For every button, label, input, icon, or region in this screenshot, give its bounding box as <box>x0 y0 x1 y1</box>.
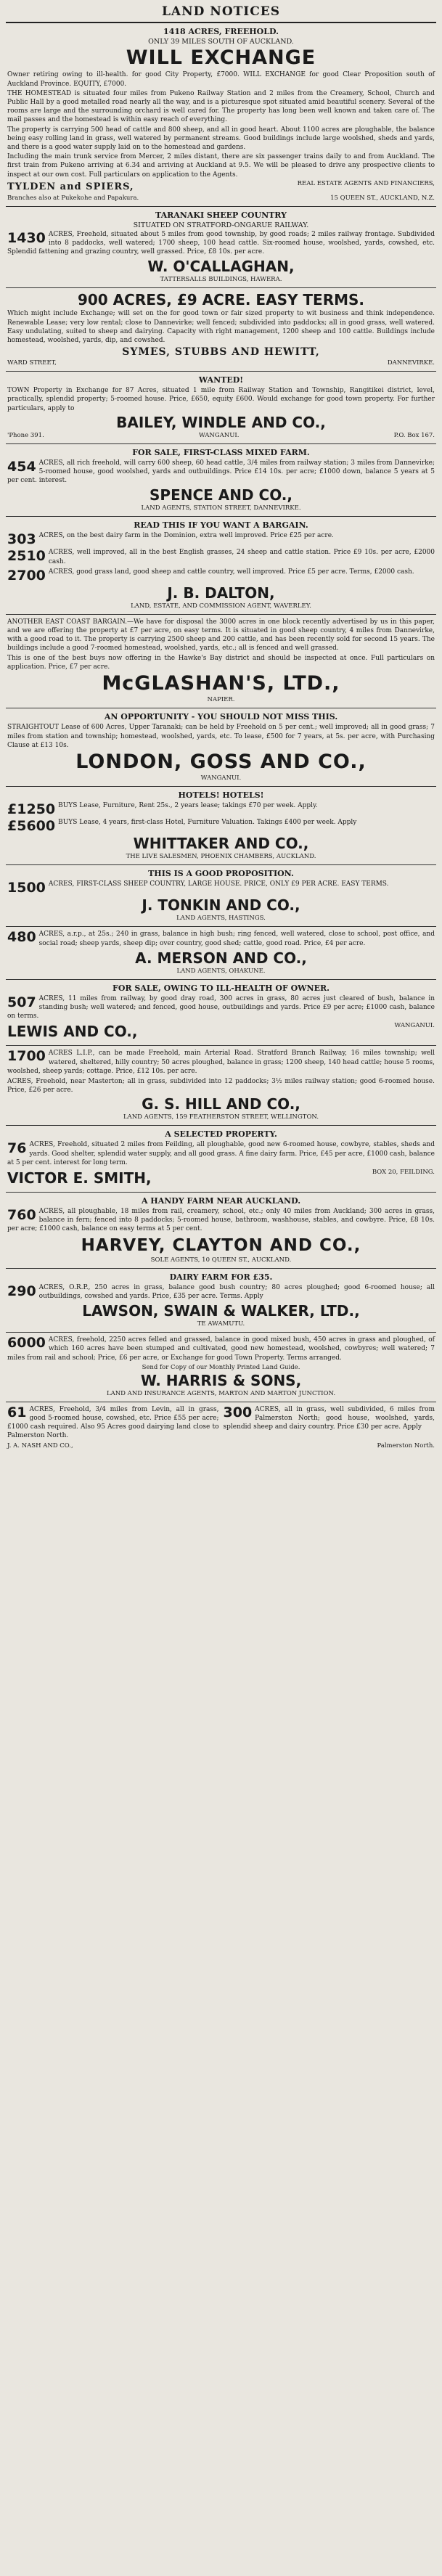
ad-body: ACRES, all in grass, well subdivided, 6 miles from Palmerston North; good house, woolshed, yards, splendid sheep and dairy country. Price £30 per acre. Apply <box>223 1405 435 1431</box>
ad-body: ACRES, on the best dairy farm in the Dominion, extra well improved. Price £25 per acre. <box>38 532 334 540</box>
acreage-lead: 303 <box>7 531 36 548</box>
branches-note: Branches also at Pukekohe and Papakura. <box>7 194 139 202</box>
listing-column <box>7 1404 219 1442</box>
advertisement <box>6 787 436 865</box>
price-lead: £1250 <box>7 801 56 818</box>
address: 15 QUEEN ST., AUCKLAND, N.Z. <box>330 194 435 202</box>
agent-address <box>7 432 435 439</box>
advertisement <box>6 1333 436 1402</box>
ad-body: BUYS Lease, 4 years, first-class Hotel, Furniture Valuation. Takings £400 per week. Apply <box>58 819 357 827</box>
ad-body: Including the main trunk service from Mercer, 2 miles distant, there are six passenger trains daily to and from Auckland. The first train from Pukeno arriving at 6.34 and arriving at Auckland at 9.5. We will be pleased to drive any prospective clients to inspect at our own cost. Full particulars on application to the Agents. <box>7 153 435 179</box>
ad-subheading: SITUATED ON STRATFORD-ONGARUE RAILWAY. <box>133 221 309 229</box>
agent-name: J. B. DALTON, <box>167 584 275 602</box>
acreage-lead: 6000 <box>7 1335 46 1352</box>
advertisement <box>6 23 436 207</box>
ad-heading: WANTED! <box>198 375 244 385</box>
agent-name: SPENCE AND CO., <box>150 486 292 504</box>
ad-body: ACRES, good grass land, good sheep and cattle country, well improved. Price £5 per acre. Terms, £2000 cash. <box>48 568 414 576</box>
agent-address <box>7 195 435 202</box>
acreage-lead: 300 <box>223 1404 253 1420</box>
ad-heading: A SELECTED PROPERTY. <box>165 1129 277 1140</box>
ad-body: ACRES, 11 miles from railway, by good dray road, 300 acres in grass, 80 acres just cleared of bush, balance in standing bush; well watered; and fenced, good house, outbuildings and yards. Price £9 per acre; £1000 cash, balance on terms. <box>7 994 435 1021</box>
advertisement <box>6 980 436 1047</box>
po-box: P.O. Box 167. <box>393 431 435 439</box>
agent-name: SYMES, STUBBS AND HEWITT, <box>122 346 320 359</box>
listing-line <box>7 818 435 834</box>
listing-column <box>224 1404 435 1442</box>
ad-heading: THIS IS A GOOD PROPOSITION. <box>148 869 294 879</box>
ad-body: ACRES, all rich freehold, will carry 600 sheep, 60 head cattle, 3/4 miles from railway station; 3 miles from Dannevirke; 5-roomed house, good woolshed, yards and outbuildings. Price £14 10s. per acre; £1000 down, balance 5 years at 5 per cent. interest. <box>7 459 435 485</box>
agent-line <box>7 1169 435 1187</box>
ad-body: The property is carrying 500 head of cattle and 800 sheep, and all in good heart. About 1100 acres are ploughable, the balance being easy rolling land in grass, well watered by permanent streams. Good buildings include large woolshed, sheds and yards, and there is a good water supply laid on to the homestead and gardens. <box>7 126 435 151</box>
ad-body: ACRES, O.R.P., 250 acres in grass, balance good bush country; 80 acres ploughed; good 6-roomed house; all outbuildings, cowshed and yards. Price, £35 per acre. Terms. Apply <box>38 1283 435 1300</box>
ad-heading: 1418 ACRES, FREEHOLD. <box>163 27 279 36</box>
ad-heading: FOR SALE, OWING TO ILL-HEALTH OF OWNER. <box>112 983 330 993</box>
town: WANGANUI. <box>198 431 240 439</box>
agent-name: J. A. NASH AND CO., <box>7 1442 73 1449</box>
agent-address: LAND AGENTS, 159 FEATHERSTON STREET, WELLINGTON. <box>123 1113 319 1121</box>
agent-address: WANGANUI. <box>200 774 242 782</box>
listing-line <box>7 531 435 547</box>
ad-body: Which might include Exchange; will set on the for good town or fair sized property to wit business and think independence. Renewable Lease; very low rental; close to Dannevirke; well fenced; subdivided into paddocks; all in good grass, well watered. Easy undulating, suited to sheep and dairying. Capacity with right management, 1200 sheep and 100 cattle. Buildings include homestead, woolshed, yards, dip, and cowshed. <box>7 310 435 344</box>
acreage-lead: 2700 <box>7 567 46 584</box>
ad-display-line: 900 ACRES, £9 ACRE. EASY TERMS. <box>77 291 365 309</box>
ad-body: BUYS Lease, Furniture, Rent 25s., 2 years lease; takings £70 per week. Apply. <box>58 802 318 810</box>
agent-title: REAL ESTATE AGENTS AND FINANCIERS, <box>297 179 435 187</box>
agent-address <box>7 359 435 367</box>
advertisement <box>6 517 436 614</box>
agent-line <box>7 1022 435 1041</box>
guide-note: Send for Copy of our Monthly Printed Land Guide. <box>142 1363 300 1371</box>
agent-address: LAND AND INSURANCE AGENTS, MARTON AND MARTON JUNCTION. <box>106 1389 336 1397</box>
agent-name: A. MERSON AND CO., <box>135 949 307 967</box>
agent-address: LAND AGENTS, HASTINGS. <box>176 915 266 923</box>
agent-line <box>7 1442 435 1449</box>
acreage-lead: 1430 <box>7 229 46 246</box>
acreage-lead: 61 <box>7 1404 27 1420</box>
phone: 'Phone 391. <box>7 431 44 439</box>
listing-line <box>7 548 435 566</box>
price-lead: £5600 <box>7 818 56 835</box>
advertisement <box>6 708 436 787</box>
newspaper-page <box>6 0 436 1454</box>
agent-name: LONDON, GOSS AND CO., <box>75 751 367 773</box>
ad-heading: DAIRY FARM FOR £35. <box>169 1272 273 1282</box>
advertisement <box>6 1126 436 1193</box>
acreage-lead: 760 <box>7 1206 36 1223</box>
acreage-lead: 480 <box>7 929 36 946</box>
ad-body: ACRES, Freehold, near Masterton; all in grass, subdivided into 12 paddocks; 3½ miles railway station; good 6-roomed house. Price, £26 per acre. <box>7 1077 435 1095</box>
advertisement <box>6 444 436 518</box>
advertisement <box>6 288 436 372</box>
advertisement <box>6 372 436 444</box>
ad-heading: TARANAKI SHEEP COUNTRY <box>155 210 287 220</box>
agent-name: WHITTAKER AND CO., <box>133 835 309 853</box>
ad-subheading: ONLY 39 MILES SOUTH OF AUCKLAND. <box>148 38 294 46</box>
agent-name: LAWSON, SWAIN & WALKER, LTD., <box>82 1302 360 1320</box>
agent-address: TE AWAMUTU. <box>197 1320 245 1328</box>
ad-heading: FOR SALE, FIRST-CLASS MIXED FARM. <box>132 447 310 457</box>
agent-address: LAND AGENTS, STATION STREET, DANNEVIRKE. <box>141 504 301 512</box>
agent-address: LAND AGENTS, OHAKUNE. <box>176 967 266 975</box>
section-title: LAND NOTICES <box>6 3 436 23</box>
advertisement <box>6 927 436 979</box>
acreage-lead: 290 <box>7 1283 36 1299</box>
advertisement <box>6 1046 436 1126</box>
ad-body: ACRES, a.r.p., at 25s.; 240 in grass, balance in high bush; ring fenced, well watered, close to school, post office, and social road; sheep yards, sheep dip; over country, good shed; cattle, good road. Price, £4 per acre. <box>38 931 435 947</box>
agent-address: THE LIVE SALESMEN, PHOENIX CHAMBERS, AUCKLAND. <box>126 853 316 861</box>
agent-name: BAILEY, WINDLE AND CO., <box>116 413 326 431</box>
ad-body: ACRES, FIRST-CLASS SHEEP COUNTRY, LARGE HOUSE. PRICE, ONLY £9 PER ACRE. EASY TERMS. <box>48 880 389 888</box>
acreage-lead: 1500 <box>7 880 46 896</box>
ad-body: ACRES, all ploughable, 18 miles from rail, creamery, school, etc.; only 40 miles from Auckland; 300 acres in grass, balance in fern; fenced into 8 paddocks; 5-roomed house, bathroom, washhouse, stables, and cowbyre. Price, £8 10s. per acre; £1000 cash, balance on easy terms at 5 per cent. <box>7 1207 435 1233</box>
listing-line <box>7 801 435 817</box>
ad-body: ACRES, Freehold, situated 2 miles from Feilding, all ploughable, good new 6-roomed house, cowbyre, stables, sheds and yards. Good shelter, splendid water supply, and all good grass. A fine dairy farm. Price, £45 per acre, £1000 cash, balance at 5 per cent. interest for long term. <box>7 1141 435 1166</box>
ad-heading: HOTELS! HOTELS! <box>178 790 264 801</box>
agent-name: J. TONKIN AND CO., <box>142 896 300 915</box>
ad-body: ANOTHER EAST COAST BARGAIN.—We have for disposal the 3000 acres in one block recently advertised by us in this paper, and we are offering the property at £7 per acre, on easy terms. It is situated in good sheep country, 4 miles from Dannevirke, with a good road to it. The property is carrying 2500 sheep and 200 cattle, and has been recently sold for second 15 years. The buildings include a good 7-roomed homestead, woolshed, yards, etc.; all is fenced and well grassed. <box>7 618 435 653</box>
ad-heading: A HANDY FARM NEAR AUCKLAND. <box>141 1195 301 1206</box>
ad-heading: READ THIS IF YOU WANT A BARGAIN. <box>134 520 308 531</box>
ad-body: ACRES, Freehold, 3/4 miles from Levin, all in grass, good 5-roomed house, cowshed, etc. Price £55 per acre; £1000 cash required. Also 95 Acres good dairying land close to Palmerston North. <box>7 1405 219 1440</box>
street: WARD STREET, <box>7 359 57 367</box>
agent-name: W. O'CALLAGHAN, <box>147 258 295 276</box>
advertisement <box>6 1402 436 1454</box>
ad-display-line: WILL EXCHANGE <box>126 46 316 69</box>
ad-body: ACRES, freehold, 2250 acres felled and grassed, balance in good mixed bush, 450 acres in grass and ploughed, of which 160 acres have been stumped and cultivated, good new homestead, woolshed, cowbyres; well watered; 7 miles from rail and school; Price, £6 per acre, or Exchange for good Town Property. Terms arranged. <box>7 1336 435 1362</box>
agent-name: McGLASHAN'S, LTD., <box>102 672 340 695</box>
ad-body: STRAIGHTOUT Lease of 600 Acres, Upper Taranaki; can be held by Freehold on 5 per cent.; well improved; all in good grass; 7 miles from station and township; homestead, woolshed, yards, etc. To lease, £500 for 7 years, at 5s. per acre, with Purchasing Clause at £13 10s. <box>7 724 435 749</box>
advertisement <box>6 1269 436 1333</box>
ad-body: ACRES, Freehold, situated about 5 miles from good township, by good roads; 2 miles railway frontage. Subdivided into 8 paddocks, well watered; 1700 sheep, 100 head cattle. Six-roomed house, woolshed, yards, cowshed, etc. Splendid fattening and grazing country, well grassed. Price, £8 10s. per acre. <box>7 230 435 256</box>
agent-name: G. S. HILL AND CO., <box>142 1095 300 1113</box>
agent-name: W. HARRIS & SONS, <box>140 1371 302 1389</box>
agent-name: LEWIS AND CO., <box>7 1023 138 1041</box>
ad-body: THE HOMESTEAD is situated four miles from Pukeno Railway Station and 2 miles from the Creamery, School, Church and Public Hall by a good metalled road nearly all the way, and is a picturesque spot situated amid beautiful scenery. Several of the rooms are large and the surrounding orchard is well cared for. The property has long been well known and taken care of. The mail passes and the homestead is within easy reach of everything. <box>7 89 435 124</box>
acreage-lead: 76 <box>7 1140 27 1157</box>
agent-name: VICTOR E. SMITH, <box>7 1169 152 1187</box>
ad-body: ACRES, well improved, all in the best English grasses, 24 sheep and cattle station. Price £9 10s. per acre, £2000 cash. <box>48 549 435 565</box>
town: Palmerston North. <box>377 1442 435 1449</box>
ad-body: TOWN Property in Exchange for 87 Acres, situated 1 mile from Railway Station and Township, Rangitikei district, level, practically, splendid property; 5-roomed house. Price, £650, equity £600. Would exchange for good town property. For further particulars, apply to <box>7 387 435 412</box>
advertisement <box>6 865 436 927</box>
ad-body: ACRES L.I.P., can be made Freehold, main Arterial Road. Stratford Branch Railway, 16 miles township; well watered, sheltered, hilly country; 50 acres ploughed, balance in grass; 1200 sheep, 140 head cattle; house 5 rooms, woolshed, sheep yards; cottage. Price, £12 10s. per acre. <box>7 1050 435 1075</box>
advertisement <box>6 207 436 289</box>
listing-line <box>7 568 435 584</box>
advertisement <box>6 615 436 709</box>
agent-name: TYLDEN and SPIERS, <box>7 181 134 192</box>
agent-address: NAPIER. <box>207 696 235 704</box>
ad-body: This is one of the best buys now offering in the Hawke's Bay district and should be inspected at once. Full particulars on application. Price, £7 per acre. <box>7 654 435 671</box>
ad-heading: AN OPPORTUNITY - YOU SHOULD NOT MISS THIS. <box>104 712 338 722</box>
acreage-lead: 507 <box>7 994 36 1010</box>
acreage-lead: 454 <box>7 458 36 475</box>
agent-address: TATTERSALLS BUILDINGS, HAWERA. <box>160 276 282 284</box>
acreage-lead: 2510 <box>7 548 46 565</box>
town: DANNEVIRKE. <box>387 359 435 367</box>
agent-address: SOLE AGENTS, 10 QUEEN ST., AUCKLAND. <box>150 1256 292 1264</box>
address: BOX 20, FEILDING. <box>372 1168 435 1176</box>
town: WANGANUI. <box>394 1022 435 1030</box>
ad-body: Owner retiring owing to ill-health. for good City Property, £7000. WILL EXCHANGE for good Clear Proposition south of Auckland Province. EQUITY, £7000. <box>7 71 435 88</box>
two-column-listing <box>7 1404 435 1442</box>
agent-line <box>7 180 435 194</box>
agent-name: HARVEY, CLAYTON AND CO., <box>81 1235 361 1255</box>
acreage-lead: 1700 <box>7 1048 46 1065</box>
agent-address: LAND, ESTATE, AND COMMISSION AGENT, WAVERLEY. <box>131 602 311 610</box>
advertisement <box>6 1193 436 1269</box>
